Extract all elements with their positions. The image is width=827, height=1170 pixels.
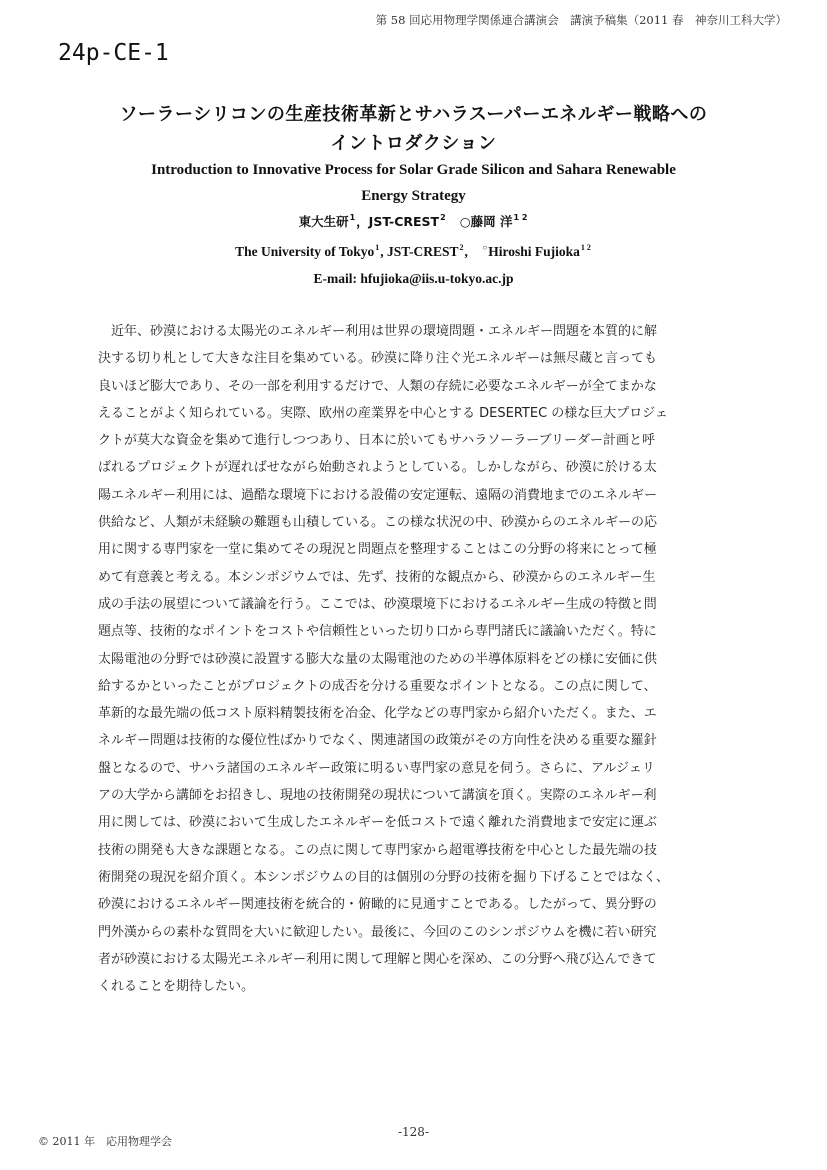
abstract-line: 近年、砂漠における太陽光のエネルギー利用は世界の環境問題・エネルギー問題を本質的に解 — [98, 324, 658, 339]
abstract-line: 革新的な最先端の低コスト原料精製技術を冶金、化学などの専門家から紹介いただく。また、エ — [98, 706, 657, 722]
title-japanese — [0, 100, 827, 158]
title-en-line-1: Introduction to Innovative Process for Solar Grade Silicon and Sahara Renewable — [151, 162, 676, 178]
abstract-line: 者が砂漠における太陽光エネルギー利用に関して理解と関心を深め、この分野へ飛び込んできて — [98, 951, 657, 967]
abstract-line: 盤となるので、サハラ諸国のエネルギー政策に明るい専門家の意見を伺う。さらに、アルジェリ — [98, 760, 655, 776]
title-jp-line-2: イントロダクション — [330, 133, 497, 154]
abstract-line: 成の手法の展望について議論を行う。ここでは、砂漠環境下におけるエネルギー生成の特徴と問 — [98, 596, 657, 612]
affiliation-1-jp: 東大生研 — [298, 214, 349, 229]
affiliation-1-jp-mark: 1 — [349, 213, 356, 222]
page-number: -128- — [397, 1125, 429, 1139]
abstract-line: 術開発の現況を紹介頂く。本シンポジウムの目的は個別の分野の技術を掘り下げることではなく、 — [98, 869, 670, 885]
author-name-jp-mark: 1 2 — [513, 213, 528, 222]
authors-english — [0, 240, 827, 260]
abstract-line: 技術の開発も大きな課題となる。この点に関して専門家から超電導技術を中心とした最先端の技 — [98, 842, 658, 858]
abstract-line: 供給など、人類が未経験の難題も山積している。この様な状況の中、砂漠からのエネルギーの応 — [98, 515, 658, 531]
paper-id: 24p-CE-1 — [58, 40, 169, 66]
abstract-line: アの大学から講師をお招きし、現地の技術開発の現状について講演を頂く。実際のエネルギー利 — [98, 788, 657, 804]
affiliation-2-jp: JST-CREST — [368, 214, 440, 229]
abstract-line: 用に関する専門家を一堂に集めてその現況と問題点を整理することはこの分野の将来にとって極 — [98, 542, 657, 558]
abstract-line: 門外漢からの素朴な質問を大いに歓迎したい。最後に、今回のこのシンポジウムを機に若い研究 — [98, 924, 657, 940]
title-english — [100, 157, 727, 209]
affiliation-2-en-mark: 2 — [459, 243, 464, 252]
abstract-line: えることがよく知られている。実際、欧州の産業界を中心とする DESERTEC の様な巨大プロジェ — [98, 405, 669, 421]
abstract-line: 決する切り札として大きな注目を集めている。砂漠に降り注ぐ光エネルギーは無尽蔵と言っても — [98, 351, 658, 367]
abstract-line: 用に関しては、砂漠において生成したエネルギーを低コストで遠く離れた消費地まで安定に運ぶ — [98, 815, 658, 831]
affiliation-2-jp-mark: 2 — [440, 213, 446, 222]
abstract-line: 給するかといったことがプロジェクトの成否を分ける重要なポイントとなる。この点に関して、 — [98, 678, 657, 694]
abstract-line: ばれるプロジェクトが遅ればせながら始動されようとしている。しかしながら、砂漠に於ける太 — [98, 460, 657, 476]
abstract-line: 良いほど膨大であり、その一部を利用するだけで、人類の存続に必要なエネルギーが全てまかな — [98, 378, 657, 394]
title-jp-line-1: ソーラーシリコンの生産技術革新とサハラスーパーエネルギー戦略への — [119, 104, 708, 125]
presenter-mark-en-icon: ○ — [482, 243, 488, 252]
abstract-line: 砂漠におけるエネルギー関連技術を統合的・俯瞰的に見通すことである。したがって、異分野の — [98, 897, 657, 913]
abstract-body — [98, 318, 730, 1000]
separator: , — [464, 244, 482, 259]
abstract-line: クトが莫大な資金を集めて進行しつつあり、日本に於いてもサハラソーラーブリーダー計画と呼 — [98, 433, 656, 449]
presenter-mark-icon: ○ — [459, 214, 471, 229]
abstract-line: 題点等、技術的なポイントをコストや信頼性といった切り口から専門諸氏に議論いただく。特に — [98, 624, 657, 640]
separator: ， — [356, 214, 369, 229]
abstract-line: ネルギー問題は技術的な優位性ばかりでなく、関連諸国の政策がその方向性を決める重要な羅針 — [98, 733, 657, 749]
authors-japanese — [0, 212, 827, 230]
author-name-en-mark: 1 2 — [580, 243, 591, 252]
abstract-line: 太陽電池の分野では砂漠に設置する膨大な量の太陽電池のための半導体原料をどの様に安価に供 — [98, 651, 658, 667]
affiliation-2-en: JST-CREST — [386, 244, 459, 259]
abstract-line: くれることを期待したい。 — [98, 979, 255, 995]
abstract-line: 陽エネルギー利用には、過酷な環境下における設備の安定運転、遠隔の消費地までのエネルギー — [98, 487, 658, 503]
conference-header: 第 58 回応用物理学関係連合講演会 講演予稿集（2011 春 神奈川工科大学） — [375, 13, 787, 27]
title-en-line-2: Energy Strategy — [361, 188, 466, 204]
email: E-mail: hfujioka@iis.u-tokyo.ac.jp — [313, 271, 514, 286]
abstract-line: めて有意義と考える。本シンポジウムでは、先ず、技術的な観点から、砂漠からのエネルギー生 — [98, 569, 656, 585]
author-name-en: Hiroshi Fujioka — [488, 244, 580, 259]
author-name-jp: 藤岡 洋 — [470, 214, 513, 229]
separator: , — [380, 244, 387, 259]
affiliation-1-en: The University of Tokyo — [235, 244, 375, 259]
affiliation-1-en-mark: 1 — [375, 243, 380, 252]
copyright: © 2011 年 応用物理学会 — [38, 1135, 172, 1148]
